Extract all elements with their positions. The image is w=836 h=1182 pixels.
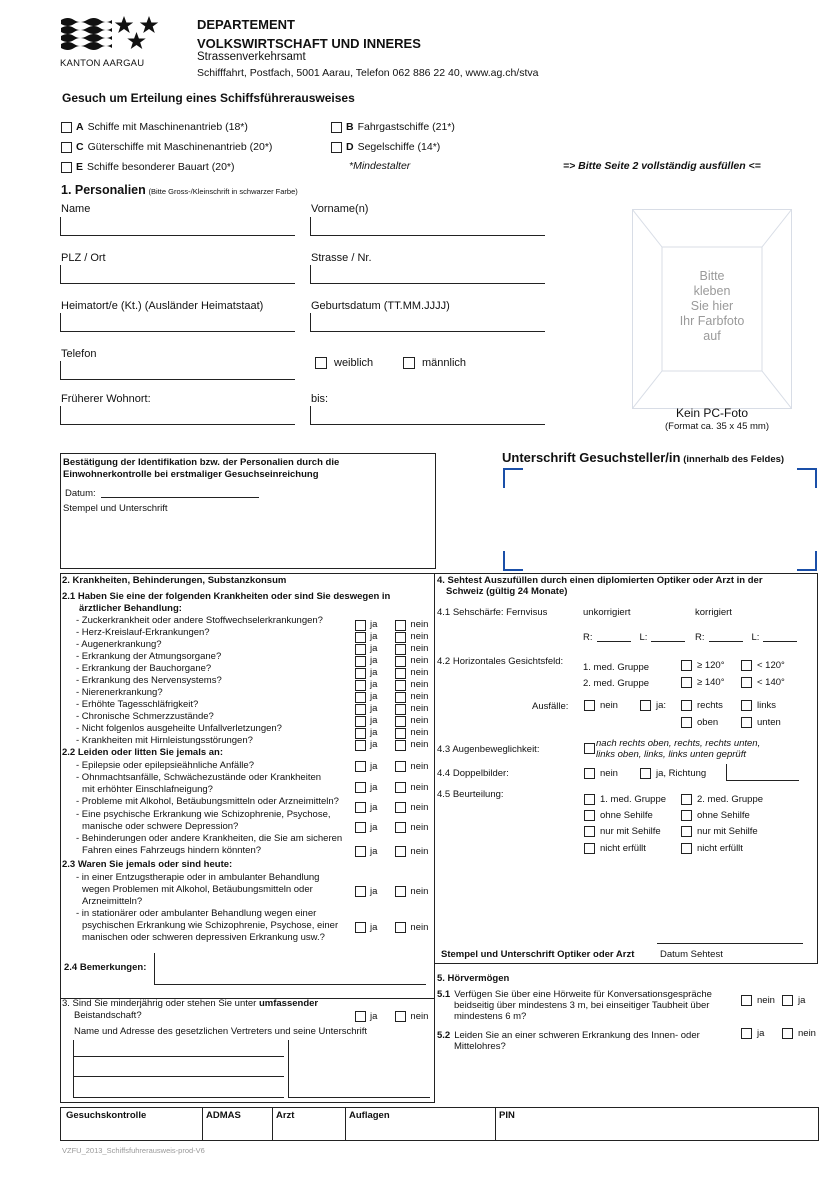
ge140-option[interactable]: ≥ 140° bbox=[681, 677, 725, 688]
q43-label: 4.3 Augenbeweglichkeit: bbox=[437, 744, 540, 755]
section3-line3: Name und Adresse des gesetzlichen Vertreters und seine Unterschrift bbox=[74, 1026, 368, 1037]
plz-field[interactable] bbox=[60, 265, 295, 284]
dept-line1: DEPARTEMENT bbox=[197, 17, 295, 32]
identification-datum: Datum: bbox=[65, 488, 96, 499]
vorname-field[interactable] bbox=[310, 217, 545, 236]
item21-7: - Erhöhte Tagesschläfrigkeit? bbox=[76, 699, 199, 710]
beurteilung-gruppe2[interactable]: 2. med. Gruppe bbox=[681, 794, 763, 805]
item23-0: - in einer Entzugstherapie oder in ambulanter Behandlung bbox=[76, 872, 320, 883]
visus-unkorrigiert[interactable]: R: L: bbox=[583, 632, 685, 643]
weiblich-checkbox[interactable] bbox=[315, 357, 327, 369]
bis-field[interactable] bbox=[310, 406, 545, 425]
stempel-optiker: Stempel und Unterschrift Optiker oder Arzt bbox=[441, 949, 635, 960]
category-d[interactable]: D Segelschiffe (14*) bbox=[331, 141, 440, 153]
item23-2: Arzneimitteln? bbox=[82, 896, 143, 907]
q42-label: 4.2 Horizontales Gesichtsfeld: bbox=[437, 656, 564, 667]
q52-ja[interactable]: ja bbox=[741, 1028, 764, 1039]
category-b[interactable]: B Fahrgastschiffe (21*) bbox=[331, 121, 455, 133]
item23-3: - in stationärer oder ambulanter Behandlung wegen einer bbox=[76, 908, 317, 919]
jn-22-alkohol[interactable]: ja nein bbox=[355, 802, 428, 813]
signature-corner-tr bbox=[797, 468, 817, 488]
beurteilung-ohne-2[interactable]: ohne Sehilfe bbox=[681, 810, 750, 821]
beurteilung-ohne-1[interactable]: ohne Sehilfe bbox=[584, 810, 653, 821]
col-pin[interactable]: PIN bbox=[499, 1110, 515, 1121]
item21-0: - Zuckerkrankheit oder andere Stoffwechselerkrankungen? bbox=[76, 615, 323, 626]
item21-10: - Krankheiten mit Hirnleistungsstörungen? bbox=[76, 735, 253, 746]
name-field[interactable] bbox=[60, 217, 295, 236]
doppelbilder-nein[interactable]: nein bbox=[584, 768, 618, 779]
col-gesuchskontrolle[interactable]: Gesuchskontrolle bbox=[61, 1108, 203, 1140]
telefon-label: Telefon bbox=[61, 348, 97, 360]
item22-7: Fahren eines Fahrzeugs hindern könnten? bbox=[82, 845, 262, 856]
category-a-checkbox[interactable] bbox=[61, 122, 72, 133]
col-auflagen[interactable]: Auflagen bbox=[346, 1108, 496, 1140]
category-d-checkbox[interactable] bbox=[331, 142, 342, 153]
signature-corner-bl bbox=[503, 551, 523, 571]
geburtsdatum-field[interactable] bbox=[310, 313, 545, 332]
jn-row[interactable]: ja nein bbox=[355, 679, 428, 691]
q51-ja[interactable]: ja bbox=[782, 995, 805, 1006]
identification-stempel: Stempel und Unterschrift bbox=[63, 503, 168, 514]
q51: 5.1 Verfügen Sie über eine Hörweite für Konversationsgespräche beidseitig über mindestens 3 m, bei einseitiger Taubheit über mindestens 6 m? bbox=[437, 989, 712, 1022]
geburtsdatum-label: Geburtsdatum (TT.MM.JJJJ) bbox=[311, 300, 450, 312]
q52: 5.2 Leiden Sie an einer schweren Erkrankung des Innen- oder Mittelohres? bbox=[437, 1030, 700, 1052]
gruppe2-label: 2. med. Gruppe bbox=[583, 678, 650, 689]
category-a[interactable]: A Schiffe mit Maschinenantrieb (18*) bbox=[61, 121, 248, 133]
identification-box[interactable] bbox=[60, 453, 436, 569]
visus-korrigiert[interactable]: R: L: bbox=[695, 632, 797, 643]
office-contact: Schifffahrt, Postfach, 5001 Aarau, Telefon 062 886 22 40, www.ag.ch/stva bbox=[197, 67, 539, 79]
ausfaelle-ja[interactable]: ja: bbox=[640, 700, 666, 711]
datum-sehtest-field[interactable] bbox=[657, 943, 803, 944]
beurteilung-mit-2[interactable]: nur mit Sehilfe bbox=[681, 826, 758, 837]
jn-row[interactable]: ja nein bbox=[355, 655, 428, 667]
jn-23-stationaer[interactable]: ja nein bbox=[355, 922, 428, 933]
dept-line2: VOLKSWIRTSCHAFT UND INNERES bbox=[197, 36, 421, 51]
jn-row[interactable]: ja nein bbox=[355, 643, 428, 655]
jn-22-epilepsie[interactable]: ja nein bbox=[355, 761, 428, 772]
telefon-field[interactable] bbox=[60, 361, 295, 380]
ausfaelle-rechts[interactable]: rechts bbox=[681, 700, 723, 711]
category-c[interactable]: C Güterschiffe mit Maschinenantrieb (20*) bbox=[61, 141, 272, 153]
bis-label: bis: bbox=[311, 393, 329, 405]
jn-22-psychisch[interactable]: ja nein bbox=[355, 822, 428, 833]
identification-title: Bestätigung der Identifikation bzw. der Personalien durch die Einwohnerkontrolle bei erstmaliger Gesuchseinreichung bbox=[63, 457, 340, 480]
item22-6: - Behinderungen oder andere Krankheiten, die Sie am sicheren bbox=[76, 833, 343, 844]
jn-column-21 bbox=[355, 619, 428, 751]
ausfaelle-label: Ausfälle: bbox=[532, 701, 569, 712]
identification-datum-field[interactable] bbox=[101, 497, 259, 498]
q41-label: 4.1 Sehschärfe: Fernvisus bbox=[437, 607, 548, 618]
page2-note: => Bitte Seite 2 vollständig ausfüllen <= bbox=[563, 160, 761, 172]
ge120-option[interactable]: ≥ 120° bbox=[681, 660, 725, 671]
canton-logo-icon bbox=[60, 14, 164, 54]
q43-text: nach rechts oben, rechts, rechts unten, links oben, links, links unten geprüft bbox=[596, 738, 761, 760]
vertreter-field[interactable] bbox=[73, 1040, 283, 1098]
signature-corner-tl bbox=[503, 468, 523, 488]
ausfaelle-links[interactable]: links bbox=[741, 700, 776, 711]
lt140-option[interactable]: < 140° bbox=[741, 677, 785, 688]
q43-checkbox[interactable] bbox=[584, 743, 595, 754]
beurteilung-nicht-1[interactable]: nicht erfüllt bbox=[584, 843, 646, 854]
jn-3-beistandschaft[interactable]: ja nein bbox=[355, 1011, 428, 1022]
signature-field[interactable] bbox=[503, 468, 817, 571]
office-name: Strassenverkehrsamt bbox=[197, 51, 306, 63]
q24-title: 2.4 Bemerkungen: bbox=[64, 962, 147, 973]
item21-5: - Erkrankung des Nervensystems? bbox=[76, 675, 222, 686]
q22-title: 2.2 Leiden oder litten Sie jemals an: bbox=[62, 747, 224, 758]
item21-9: - Nicht folgenlos ausgeheilte Unfallverletzungen? bbox=[76, 723, 282, 734]
signature-corner-br bbox=[797, 551, 817, 571]
item21-8: - Chronische Schmerzzustände? bbox=[76, 711, 214, 722]
q52-nein[interactable]: nein bbox=[782, 1028, 816, 1039]
office-use-table bbox=[60, 1107, 819, 1141]
q21-line2: ärztlicher Behandlung: bbox=[79, 603, 182, 614]
heimatort-label: Heimatort/e (Kt.) (Ausländer Heimatstaat) bbox=[61, 300, 264, 312]
item21-1: - Herz-Kreislauf-Erkrankungen? bbox=[76, 627, 210, 638]
jn-22-ohnmacht[interactable]: ja nein bbox=[355, 782, 428, 793]
q23-title: 2.3 Waren Sie jemals oder sind heute: bbox=[62, 859, 233, 870]
items21-list bbox=[76, 615, 323, 747]
item21-2: - Augenerkrankung? bbox=[76, 639, 162, 650]
category-c-checkbox[interactable] bbox=[61, 142, 72, 153]
item23-4: psychischen Erkrankung wie Schizophrenie, Psychose, einer bbox=[82, 920, 339, 931]
jn-row[interactable]: ja nein bbox=[355, 631, 428, 643]
section2-title: 2. Krankheiten, Behinderungen, Substanzkonsum bbox=[62, 575, 287, 586]
form-title: Gesuch um Erteilung eines Schiffsführerausweises bbox=[62, 91, 355, 105]
q51-nein[interactable]: nein bbox=[741, 995, 775, 1006]
item21-6: - Nierenerkrankung? bbox=[76, 687, 163, 698]
jn-row[interactable]: ja nein bbox=[355, 691, 428, 703]
jn-row[interactable]: ja nein bbox=[355, 619, 428, 631]
q45-label: 4.5 Beurteilung: bbox=[437, 789, 504, 800]
col-arzt[interactable]: Arzt bbox=[273, 1108, 346, 1140]
bemerkungen-field[interactable] bbox=[154, 953, 426, 985]
lt120-option[interactable]: < 120° bbox=[741, 660, 785, 671]
item22-1: - Ohnmachtsanfälle, Schwächezustände oder Krankheiten bbox=[76, 772, 322, 783]
item21-3: - Erkrankung der Atmungsorgane? bbox=[76, 651, 222, 662]
jn-row[interactable]: ja nein bbox=[355, 703, 428, 715]
photo-format: (Format ca. 35 x 45 mm) bbox=[665, 421, 769, 432]
photo-instruction: Bitte kleben Sie hier Ihr Farbfoto auf bbox=[679, 269, 745, 343]
vertreter-signature-field[interactable] bbox=[288, 1040, 430, 1098]
item22-4: - Eine psychische Erkrankung wie Schizophrenie, Psychose, bbox=[76, 809, 331, 820]
col-admas[interactable]: ADMAS bbox=[203, 1108, 273, 1140]
no-pc-photo: Kein PC-Foto bbox=[675, 406, 749, 420]
section4-title: 4. Sehtest Auszufüllen durch einen diplomierten Optiker oder Arzt in der Schweiz (gültig 24 Monate) bbox=[437, 575, 763, 597]
gruppe1-label: 1. med. Gruppe bbox=[583, 662, 650, 673]
frueher-field[interactable] bbox=[60, 406, 295, 425]
section3-line2: Beistandschaft? bbox=[74, 1010, 142, 1021]
gender-maennlich[interactable]: männlich bbox=[403, 357, 466, 369]
jn-row[interactable]: ja nein bbox=[355, 667, 428, 679]
beurteilung-nicht-2[interactable]: nicht erfüllt bbox=[681, 843, 743, 854]
jn-23-entzug[interactable]: ja nein bbox=[355, 886, 428, 897]
section5-title: 5. Hörvermögen bbox=[437, 973, 510, 984]
item22-2: mit erhöhter Einschlafneigung? bbox=[82, 784, 213, 795]
logo-text: KANTON AARGAU bbox=[60, 58, 145, 69]
gender-weiblich[interactable]: weiblich bbox=[315, 357, 373, 369]
category-b-checkbox[interactable] bbox=[331, 122, 342, 133]
beurteilung-mit-1[interactable]: nur mit Sehilfe bbox=[584, 826, 661, 837]
item21-4: - Erkrankung der Bauchorgane? bbox=[76, 663, 212, 674]
plz-label: PLZ / Ort bbox=[61, 252, 106, 264]
item22-3: - Probleme mit Alkohol, Betäubungsmitteln oder Arzneimitteln? bbox=[76, 796, 339, 807]
personal-title: 1. Personalien (Bitte Gross-/Kleinschrift in schwarzer Farbe) bbox=[61, 183, 298, 197]
unkorrigiert-label: unkorrigiert bbox=[583, 607, 631, 618]
doppelbilder-ja[interactable]: ja, Richtung bbox=[640, 768, 706, 779]
beurteilung-gruppe1[interactable]: 1. med. Gruppe bbox=[584, 794, 666, 805]
category-e-checkbox[interactable] bbox=[61, 162, 72, 173]
ausfaelle-unten[interactable]: unten bbox=[741, 717, 781, 728]
doc-id: VZFU_2013_Schiffsfuhrerausweis-prod-V6 bbox=[62, 1146, 205, 1155]
item23-1: wegen Problemen mit Alkohol, Betäubungsmitteln oder bbox=[82, 884, 313, 895]
vorname-label: Vorname(n) bbox=[311, 203, 369, 215]
jn-row[interactable]: ja nein bbox=[355, 727, 428, 739]
maennlich-checkbox[interactable] bbox=[403, 357, 415, 369]
strasse-label: Strasse / Nr. bbox=[311, 252, 372, 264]
ausfaelle-oben[interactable]: oben bbox=[681, 717, 718, 728]
datum-sehtest-label: Datum Sehtest bbox=[660, 949, 723, 960]
frueher-label: Früherer Wohnort: bbox=[61, 393, 151, 405]
item22-5: manische oder schwere Depression? bbox=[82, 821, 239, 832]
canton-logo bbox=[60, 14, 164, 69]
min-age-note: *Mindestalter bbox=[349, 160, 411, 172]
korrigiert-label: korrigiert bbox=[695, 607, 732, 618]
heimatort-field[interactable] bbox=[60, 313, 295, 332]
jn-row[interactable]: ja nein bbox=[355, 715, 428, 727]
q44-label: 4.4 Doppelbilder: bbox=[437, 768, 509, 779]
item23-5: manischen oder schweren depressiven Erkrankung usw.? bbox=[82, 932, 325, 943]
q21-line1: 2.1 Haben Sie eine der folgenden Krankheiten oder sind Sie deswegen in bbox=[62, 591, 391, 602]
jn-row[interactable]: ja nein bbox=[355, 739, 428, 751]
item22-0: - Epilepsie oder epilepsieähnliche Anfälle? bbox=[76, 760, 254, 771]
jn-22-behinderung[interactable]: ja nein bbox=[355, 846, 428, 857]
category-e[interactable]: E Schiffe besonderer Bauart (20*) bbox=[61, 161, 235, 173]
signature-title: Unterschrift Gesuchsteller/in (innerhalb des Feldes) bbox=[502, 450, 785, 465]
photo-box[interactable] bbox=[632, 209, 792, 409]
section3-line1: 3. Sind Sie minderjährig oder stehen Sie unter umfassender bbox=[62, 998, 319, 1009]
richtung-field[interactable] bbox=[726, 764, 799, 781]
ausfaelle-nein[interactable]: nein bbox=[584, 700, 618, 711]
strasse-field[interactable] bbox=[310, 265, 545, 284]
name-label: Name bbox=[61, 203, 91, 215]
